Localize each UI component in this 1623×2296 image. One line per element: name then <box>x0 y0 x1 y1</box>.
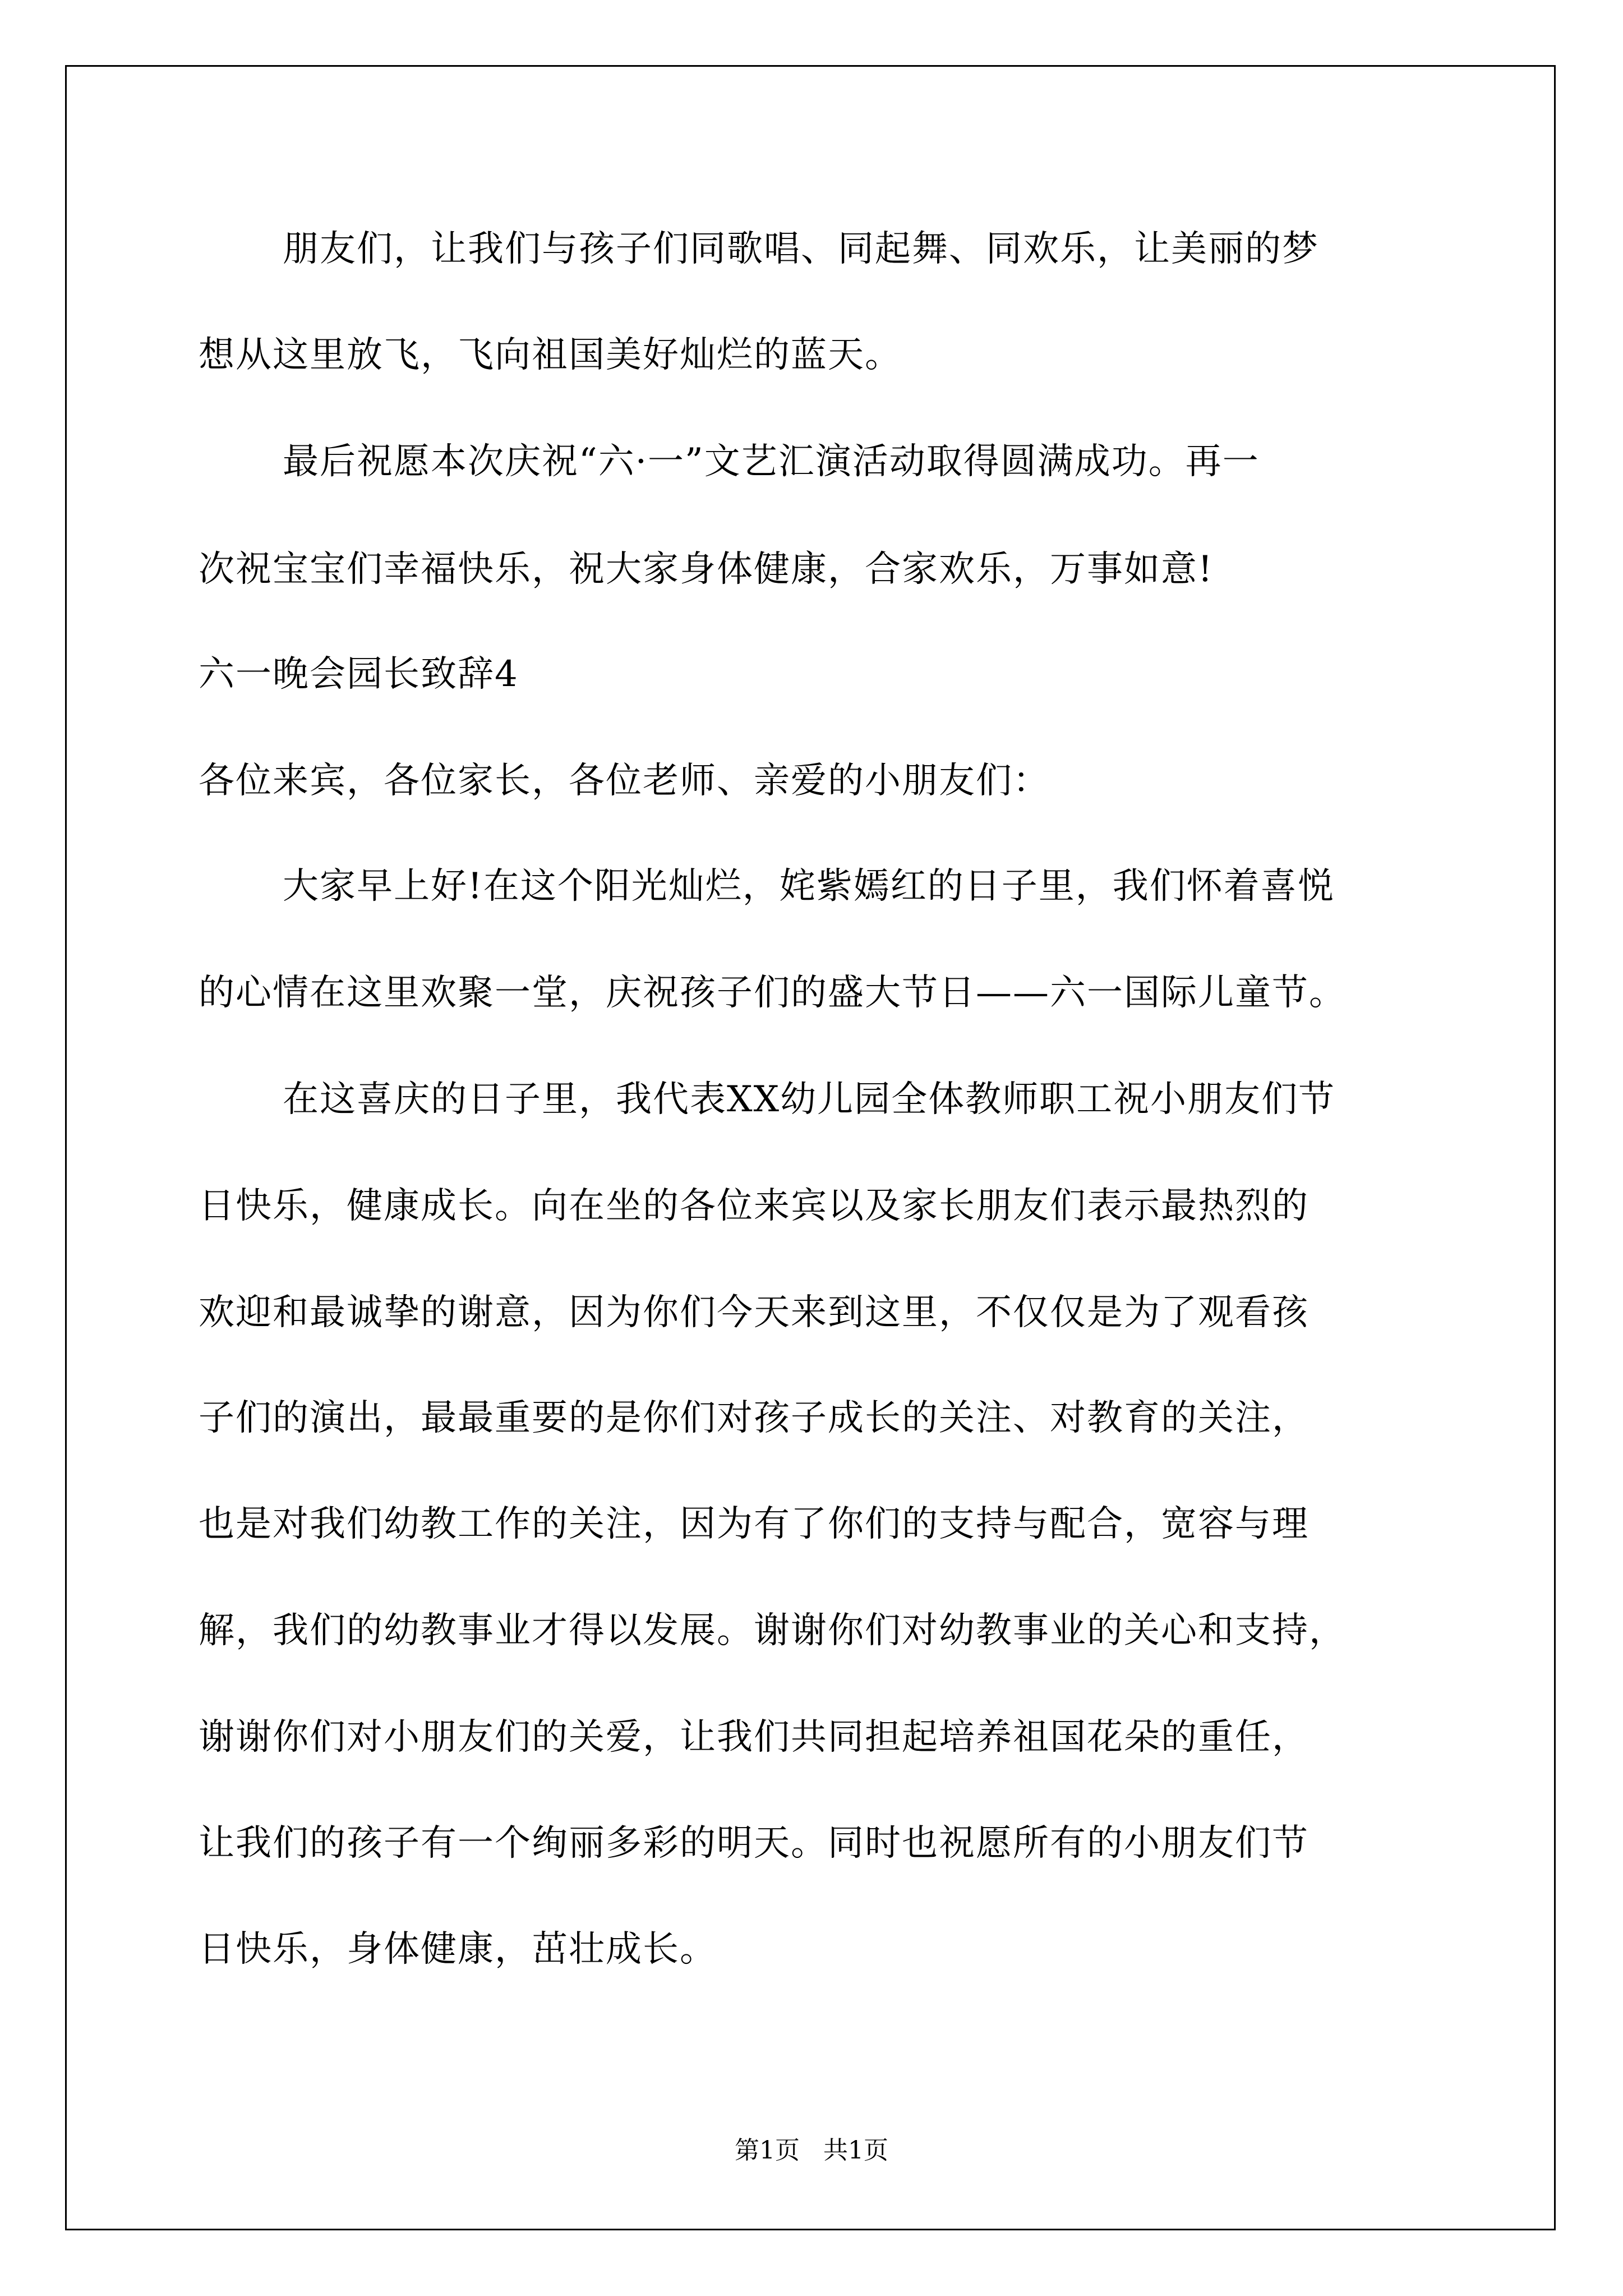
paragraph-line: 大家早上好!在这个阳光灿烂，姹紫嫣红的日子里，我们怀着喜悦 <box>283 866 1335 907</box>
paragraph-line: 谢谢你们对小朋友们的关爱，让我们共同担起培养祖国花朵的重任， <box>199 1717 1309 1758</box>
paragraph-line: 日快乐，健康成长。向在坐的各位来宾以及家长朋友们表示最热烈的 <box>199 1185 1309 1227</box>
paragraph-line: 次祝宝宝们幸福快乐，祝大家身体健康，合家欢乐，万事如意! <box>199 549 1214 590</box>
paragraph-line: 解，我们的幼教事业才得以发展。谢谢你们对幼教事业的关心和支持， <box>199 1610 1346 1651</box>
page-border <box>65 65 1556 2230</box>
section-heading: 六一晚会园长致辞4 <box>199 654 519 695</box>
paragraph-line: 朋友们，让我们与孩子们同歌唱、同起舞、同欢乐，让美丽的梦 <box>283 228 1319 270</box>
paragraph-line: 的心情在这里欢聚一堂，庆祝孩子们的盛大节日——六一国际儿童节。 <box>199 972 1346 1014</box>
paragraph-line: 日快乐，身体健康，茁壮成长。 <box>199 1929 717 1970</box>
paragraph-line: 想从这里放飞，飞向祖国美好灿烂的蓝天。 <box>199 334 902 376</box>
paragraph-line: 在这喜庆的日子里，我代表XX幼儿园全体教师职工祝小朋友们节 <box>283 1079 1336 1120</box>
paragraph-line: 也是对我们幼教工作的关注，因为有了你们的支持与配合，宽容与理 <box>199 1503 1309 1545</box>
paragraph-line: 子们的演出，最最重要的是你们对孩子成长的关注、对教育的关注， <box>199 1397 1309 1439</box>
paragraph-line: 让我们的孩子有一个绚丽多彩的明天。同时也祝愿所有的小朋友们节 <box>199 1823 1309 1864</box>
paragraph-line: 欢迎和最诚挚的谢意，因为你们今天来到这里，不仅仅是为了观看孩 <box>199 1292 1309 1333</box>
page-footer: 第1页 共1页 <box>735 2136 888 2165</box>
paragraph-line: 最后祝愿本次庆祝“六·一”文艺汇演活动取得圆满成功。再一 <box>283 441 1260 482</box>
salutation: 各位来宾，各位家长，各位老师、亲爱的小朋友们： <box>199 760 1050 802</box>
